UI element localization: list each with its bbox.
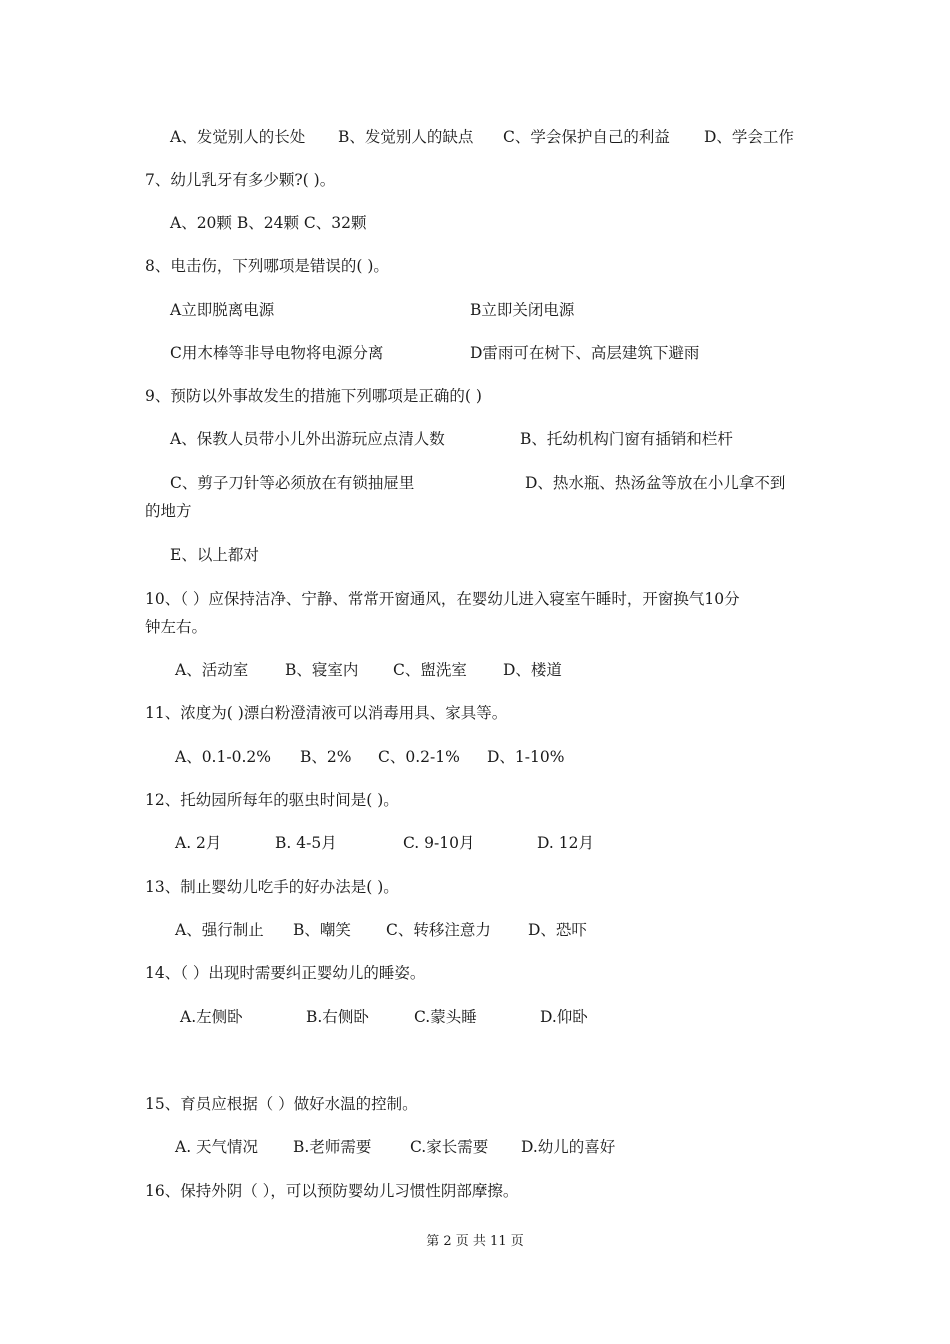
page-number-footer: 第 2 页 共 11 页: [426, 1234, 524, 1249]
q10-option-b: B、寝室内: [285, 661, 359, 679]
q11-option-b: B、2%: [300, 748, 352, 766]
q11-option-d: D、1-10%: [487, 748, 565, 766]
q13-option-a: A、强行制止: [175, 921, 264, 939]
q9-option-a: A、保教人员带小儿外出游玩应点清人数: [170, 430, 445, 448]
q7-stem: 7、幼儿乳牙有多少颗?( )。: [145, 171, 336, 189]
q9-option-e: E、以上都对: [170, 546, 259, 564]
q12-option-c: C. 9-10月: [403, 834, 475, 852]
q12-option-a: A. 2月: [175, 834, 222, 852]
q9-option-d: D、热水瓶、热汤盆等放在小儿拿不到: [525, 474, 786, 492]
q15-option-c: C.家长需要: [410, 1138, 489, 1156]
q10-stem-line2: 钟左右。: [145, 618, 208, 636]
q12-stem: 12、托幼园所每年的驱虫时间是( )。: [145, 791, 399, 809]
q13-option-d: D、恐吓: [528, 921, 587, 939]
q8-option-c: C用木棒等非导电物将电源分离: [170, 344, 384, 362]
q13-option-b: B、嘲笑: [293, 921, 351, 939]
q6-option-c: C、学会保护自己的利益: [503, 128, 670, 146]
q13-stem: 13、制止婴幼儿吃手的好办法是( )。: [145, 878, 399, 896]
q15-stem: 15、育员应根据（ ）做好水温的控制。: [145, 1095, 418, 1113]
q14-option-a: A.左侧卧: [180, 1008, 243, 1026]
q8-option-d: D雷雨可在树下、高层建筑下避雨: [470, 344, 700, 362]
q13-option-c: C、转移注意力: [386, 921, 491, 939]
q15-option-d: D.幼儿的喜好: [521, 1138, 616, 1156]
q10-stem-line1: 10、（ ）应保持洁净、宁静、常常开窗通风，在婴幼儿进入寝室午睡时，开窗换气10分: [145, 590, 740, 608]
q9-stem: 9、预防以外事故发生的措施下列哪项是正确的( ): [145, 387, 482, 405]
q16-stem: 16、保持外阴（ ），可以预防婴幼儿习惯性阴部摩擦。: [145, 1182, 519, 1200]
q10-option-d: D、楼道: [503, 661, 562, 679]
q6-option-a: A、发觉别人的长处: [170, 128, 306, 146]
q12-option-b: B. 4-5月: [275, 834, 337, 852]
q6-option-d: D、学会工作: [704, 128, 794, 146]
q10-option-a: A、活动室: [175, 661, 249, 679]
q7-options: A、20颗 B、24颗 C、32颗: [170, 214, 367, 232]
q14-stem: 14、（ ）出现时需要纠正婴幼儿的睡姿。: [145, 964, 426, 982]
q8-option-a: A立即脱离电源: [170, 301, 275, 319]
q11-option-a: A、0.1-0.2%: [175, 748, 271, 766]
q11-stem: 11、浓度为( )漂白粉澄清液可以消毒用具、家具等。: [145, 704, 508, 722]
q9-option-c: C、剪子刀针等必须放在有锁抽屉里: [170, 474, 415, 492]
q14-option-b: B.右侧卧: [306, 1008, 369, 1026]
q6-option-b: B、发觉别人的缺点: [338, 128, 474, 146]
q9-option-b: B、托幼机构门窗有插销和栏杆: [520, 430, 733, 448]
q9-option-d-continued: 的地方: [145, 502, 192, 520]
q8-stem: 8、电击伤，下列哪项是错误的( )。: [145, 257, 389, 275]
q10-option-c: C、盥洗室: [393, 661, 467, 679]
q11-option-c: C、0.2-1%: [378, 748, 460, 766]
q8-option-b: B立即关闭电源: [470, 301, 575, 319]
q15-option-b: B.老师需要: [293, 1138, 372, 1156]
q12-option-d: D. 12月: [537, 834, 594, 852]
q14-option-d: D.仰卧: [540, 1008, 588, 1026]
q14-option-c: C.蒙头睡: [414, 1008, 477, 1026]
q15-option-a: A. 天气情况: [175, 1138, 259, 1156]
